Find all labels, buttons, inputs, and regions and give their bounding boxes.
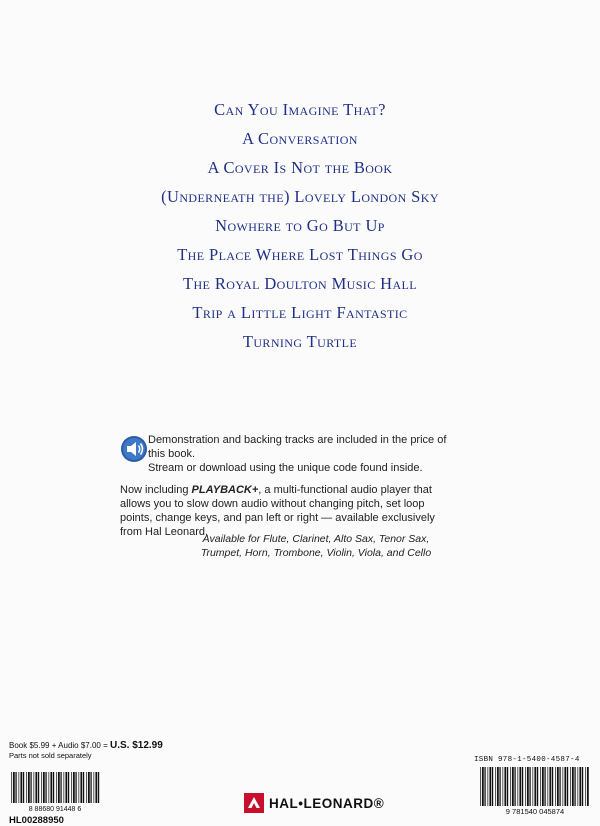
barcode-bar [555, 767, 556, 806]
barcode-bar [45, 772, 46, 803]
barcode-bar [499, 767, 500, 806]
barcode-bar [98, 772, 99, 803]
barcode-bar [537, 767, 538, 806]
barcode-bar [86, 772, 87, 803]
barcode-bar [15, 772, 16, 803]
barcode-bar [482, 767, 484, 806]
barcode-bar [587, 767, 589, 806]
parts-note: Parts not sold separately [9, 751, 92, 760]
barcode-bar [495, 767, 496, 806]
logo-text: HAL•LEONARD® [269, 796, 385, 811]
isbn-barcode [478, 767, 592, 815]
barcode-bar [518, 767, 519, 806]
barcode-bar [60, 772, 61, 803]
playback-text: Now including PLAYBACK+, a multi-functional audio player that allows you to slow down audio without changing pitch, set loop points, change keys, and pan left or right — available exclusively from Hal Leonard. [120, 484, 435, 538]
barcode-bar [73, 772, 75, 803]
barcode-bar [80, 772, 82, 803]
upc-digits: 8 88680 91448 6 [28, 806, 82, 812]
barcode-bar [23, 772, 24, 803]
isbn-digits: 9 781540 045874 [505, 807, 565, 815]
barcode-bar [41, 772, 42, 803]
barcode-bar [95, 772, 97, 803]
barcode-bar [38, 772, 39, 803]
barcode-bar [35, 772, 37, 803]
barcode-bar [489, 767, 491, 806]
barcode-bar [64, 772, 65, 803]
barcode-bar [522, 767, 523, 806]
barcode-bar [548, 767, 549, 806]
barcode-bar [510, 767, 511, 806]
barcode-bar [540, 767, 541, 806]
barcode-bar [30, 772, 31, 803]
barcode-bar [56, 772, 57, 803]
barcode-bar [83, 772, 84, 803]
barcode-bar [507, 767, 508, 806]
barcode-bar [572, 767, 574, 806]
barcode-bar [525, 767, 526, 806]
barcode-bar [533, 767, 534, 806]
instrument-availability: Available for Flute, Clarinet, Alto Sax, Tenor Sax, Trumpet, Horn, Trombone, Violin, Viola, and Cello [200, 533, 432, 559]
barcode-bar [28, 772, 30, 803]
barcode-bar [13, 772, 15, 803]
barcode-bar [559, 767, 560, 806]
hal-leonard-emblem-icon [244, 793, 264, 813]
barcode-bar [71, 772, 72, 803]
barcode-bar [512, 767, 514, 806]
barcode-bar [514, 767, 515, 806]
barcode-bar [79, 772, 80, 803]
barcode-bar [53, 772, 54, 803]
song-title: Can You Imagine That? [214, 100, 386, 119]
barcode-bar [484, 767, 485, 806]
barcode-bar [563, 767, 564, 806]
barcode-bar [26, 772, 27, 803]
demo-text: Demonstration and backing tracks are included in the price of this book. Stream or download using the unique code found inside. [148, 434, 447, 474]
barcode-bar [504, 767, 506, 806]
price-total: U.S. $12.99 [109, 740, 163, 751]
isbn-text: ISBN 978-1-5400-4587-4 [474, 756, 580, 764]
song-title: A Cover Is Not the Book [207, 158, 393, 177]
barcode-bar [65, 772, 67, 803]
barcode-bar [492, 767, 493, 806]
barcode-bar [49, 772, 50, 803]
barcode-bar [578, 767, 579, 806]
barcode-bar [20, 772, 22, 803]
barcode-bar [527, 767, 529, 806]
barcode-bar [50, 772, 52, 803]
barcode-bar [574, 767, 575, 806]
barcode-bar [480, 767, 481, 806]
barcode-bar [585, 767, 586, 806]
upc-barcode [9, 772, 101, 812]
playback-plus-name: PLAYBACK+ [191, 484, 259, 496]
barcode-bar [34, 772, 35, 803]
speaker-icon [120, 435, 148, 463]
barcode-bar [11, 772, 12, 803]
song-title: (Underneath the) Lovely London Sky [161, 187, 439, 206]
song-title: The Royal Doulton Music Hall [183, 274, 417, 293]
song-title: Turning Turtle [242, 332, 358, 351]
barcode-bar [58, 772, 60, 803]
song-title: Trip a Little Light Fantastic [192, 303, 408, 322]
barcode-bar [497, 767, 499, 806]
barcode-bar [567, 767, 568, 806]
price-line: Book $5.99 + Audio $7.00 = U.S. $12.99 [9, 740, 163, 751]
barcode-bar [557, 767, 559, 806]
song-title: The Place Where Lost Things Go [177, 245, 423, 264]
barcode-bar [549, 767, 551, 806]
barcode-bar [503, 767, 504, 806]
barcode-bar [68, 772, 69, 803]
barcode-bar [488, 767, 489, 806]
barcode-bar [90, 772, 91, 803]
barcode-bar [579, 767, 581, 806]
barcode-bar [88, 772, 90, 803]
barcode-bar [43, 772, 45, 803]
barcode-bar [542, 767, 544, 806]
barcode-bar [544, 767, 545, 806]
barcode-bar [94, 772, 95, 803]
barcode-bar [552, 767, 553, 806]
product-code: HL00288950 [9, 815, 64, 826]
song-title: A Conversation [242, 129, 358, 148]
barcode-bar [582, 767, 583, 806]
barcode-bar [19, 772, 20, 803]
barcode-bar [534, 767, 536, 806]
song-title: Nowhere to Go But Up [215, 216, 385, 235]
barcode-bar [564, 767, 566, 806]
barcode-bar [529, 767, 530, 806]
barcode-bar [570, 767, 571, 806]
barcode-bar [75, 772, 76, 803]
audio-info [120, 433, 450, 539]
barcode-bar [519, 767, 521, 806]
